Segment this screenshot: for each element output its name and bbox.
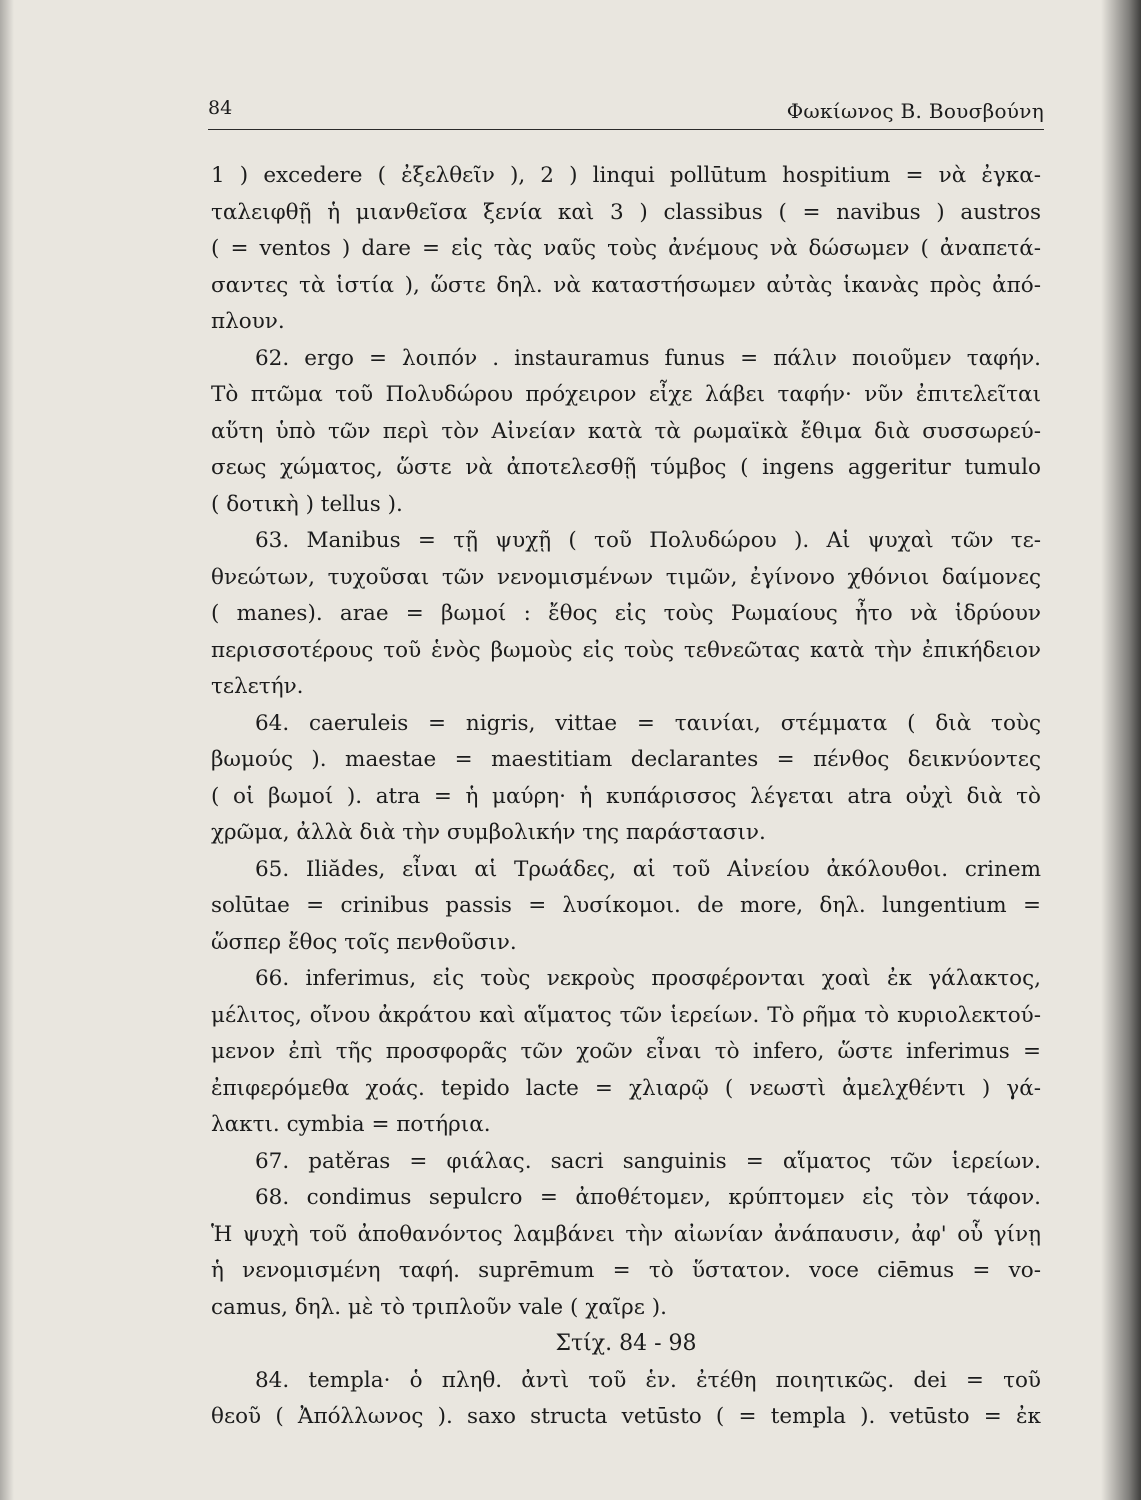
text-line: [211, 1399, 1041, 1436]
text-line: [211, 158, 1041, 195]
text-line: [211, 998, 1041, 1035]
running-head: Φωκίωνος Β. Βουσβούνη: [786, 99, 1044, 123]
text-line-content: 65. Iliădes, εἶναι αἱ Τρωάδες, αἱ τοῦ Αἰνείου ἀκόλουθοι. crinem: [255, 856, 1041, 882]
text-line-content: βωμούς ). maestae = maestitiam declarantes = πένθος δεικνύοντες: [211, 747, 1041, 772]
text-line-content: μενον ἐπὶ τῆς προσφορᾶς τῶν χοῶν εἶναι τὸ infero, ὥστε inferimus =: [211, 1039, 1041, 1064]
text-line: [211, 231, 1041, 268]
page-number: 84: [208, 97, 233, 119]
text-line: [211, 450, 1041, 487]
text-line: [211, 268, 1041, 305]
text-line: [211, 961, 1041, 998]
text-line: [211, 377, 1041, 414]
text-line-content: 62. ergo = λοιπόν . instauramus funus = πάλιν ποιοῦμεν ταφήν.: [255, 345, 1041, 371]
text-line-content: Ἡ ψυχὴ τοῦ ἀποθανόντος λαμβάνει τὴν αἰωνίαν ἀνάπαυσιν, ἀφ' οὗ γίνῃ: [211, 1221, 1041, 1247]
text-line-content: τελετήν.: [211, 674, 304, 699]
text-line: [211, 1071, 1041, 1108]
text-line-content: ( δοτικὴ ) tellus ).: [211, 491, 403, 517]
text-line-content: πλουν.: [211, 309, 285, 334]
text-line-content: 66. inferimus, εἰς τοὺς νεκροὺς προσφέρονται χοαὶ ἐκ γάλακτος,: [255, 966, 1041, 991]
text-line: [211, 706, 1041, 743]
text-line: [211, 1180, 1041, 1217]
text-line: [211, 779, 1041, 816]
text-line: [211, 815, 1041, 852]
text-line-content: ( οἱ βωμοί ). atra = ἡ μαύρη· ἡ κυπάρισσος λέγεται atra οὐχὶ διὰ τὸ: [211, 783, 1041, 809]
commentary-text: [211, 158, 1041, 1436]
text-line: [211, 1034, 1041, 1071]
text-line: [211, 852, 1041, 889]
text-line: [211, 596, 1041, 633]
text-line-content: ἐπιφερόμεθα χοάς. tepido lacte = χλιαρῷ ( νεωστὶ ἀμελχθέντι ) γά-: [211, 1075, 1041, 1101]
text-line: [211, 1363, 1041, 1400]
text-line-content: Στίχ. 84 - 98: [555, 1331, 697, 1356]
page-header: [208, 97, 1044, 130]
text-line-content: solūtae = crinibus passis = λυσίκομοι. de more, δηλ. lungentium =: [211, 893, 1041, 918]
text-line: [211, 487, 1041, 524]
text-line: [211, 1107, 1041, 1144]
text-line: [211, 669, 1041, 706]
text-line-content: ( = ventos ) dare = εἰς τὰς ναῦς τοὺς ἀνέμους νὰ δώσωμεν ( ἀναπετά-: [211, 236, 1041, 261]
text-line-content: θνεώτων, τυχοῦσαι τῶν νενομισμένων τιμῶν, ἐγίνονο χθόνιοι δαίμονες: [211, 564, 1041, 590]
text-line-content: 84. templa· ὁ πληθ. ἀντὶ τοῦ ἑν. ἐτέθη ποιητικῶς. dei = τοῦ: [255, 1367, 1041, 1393]
text-line-content: σαντες τὰ ἱστία ), ὥστε δηλ. νὰ καταστήσωμεν αὐτὰς ἱκανὰς πρὸς ἀπό-: [211, 272, 1041, 298]
section-heading: [211, 1326, 1041, 1363]
text-line-content: σεως χώματος, ὥστε νὰ ἀποτελεσθῇ τύμβος ( ingens aggeritur tumulo: [211, 455, 1041, 480]
scan-edge-right: [1101, 0, 1141, 1500]
text-line: [211, 523, 1041, 560]
text-line-content: ταλειφθῇ ἡ μιανθεῖσα ξενία καὶ 3 ) classibus ( = navibus ) austros: [211, 199, 1041, 225]
text-line: [211, 633, 1041, 670]
text-line: [211, 560, 1041, 597]
text-line-content: ( manes). arae = βωμοί : ἔθος εἰς τοὺς Ρωμαίους ἦτο νὰ ἱδρύουν: [211, 601, 1041, 626]
text-line: [211, 304, 1041, 341]
text-line: [211, 742, 1041, 779]
text-line-content: 64. caeruleis = nigris, vittae = ταινίαι, στέμματα ( διὰ τοὺς: [255, 710, 1041, 736]
text-line-content: λακτι. cymbia = ποτήρια.: [211, 1112, 491, 1137]
text-line: [211, 1253, 1041, 1290]
text-line-content: 1 ) excedere ( ἐξελθεῖν ), 2 ) linqui pollūtum hospitium = νὰ ἐγκα-: [211, 163, 1041, 188]
text-line-content: ὥσπερ ἔθος τοῖς πενθοῦσιν.: [211, 929, 517, 955]
text-line-content: θεοῦ ( Ἀπόλλωνος ). saxo structa vetūsto ( = templa ). vetūsto = ἐκ: [211, 1404, 1041, 1429]
text-line-content: 67. patěras = φιάλας. sacri sanguinis = αἵματος τῶν ἱερείων.: [255, 1148, 1041, 1174]
text-line-content: περισσοτέρους τοῦ ἑνὸς βωμοὺς εἰς τοὺς τεθνεῶτας κατὰ τὴν ἐπικήδειον: [211, 637, 1041, 663]
text-line: [211, 1290, 1041, 1327]
text-line-content: 63. Manibus = τῇ ψυχῇ ( τοῦ Πολυδώρου ). Αἱ ψυχαὶ τῶν τε-: [255, 528, 1041, 553]
scan-edge-left: [0, 0, 14, 1500]
text-line-content: 68. condimus sepulcro = ἀποθέτομεν, κρύπτομεν εἰς τὸν τάφον.: [255, 1185, 1041, 1210]
text-line-content: ἡ νενομισμένη ταφή. suprēmum = τὸ ὕστατον. voce ciēmus = vo-: [211, 1258, 1041, 1283]
text-line-content: χρῶμα, ἀλλὰ διὰ τὴν συμβολικήν της παράστασιν.: [211, 820, 766, 845]
text-line: [211, 925, 1041, 962]
text-line-content: αὕτη ὑπὸ τῶν περὶ τὸν Αἰνείαν κατὰ τὰ ρωμαϊκὰ ἔθιμα διὰ συσσωρεύ-: [211, 418, 1041, 444]
text-line-content: Τὸ πτῶμα τοῦ Πολυδώρου πρόχειρον εἶχε λάβει ταφήν· νῦν ἐπιτελεῖται: [211, 382, 1041, 407]
text-line: [211, 195, 1041, 232]
text-line-content: camus, δηλ. μὲ τὸ τριπλοῦν vale ( χαῖρε ).: [211, 1294, 668, 1320]
text-line: [211, 1144, 1041, 1181]
text-line: [211, 341, 1041, 378]
text-line: [211, 414, 1041, 451]
text-line: [211, 1217, 1041, 1254]
text-line-content: μέλιτος, οἴνου ἀκράτου καὶ αἵματος τῶν ἱερείων. Τὸ ρῆμα τὸ κυριολεκτού-: [211, 1002, 1041, 1028]
text-line: [211, 888, 1041, 925]
